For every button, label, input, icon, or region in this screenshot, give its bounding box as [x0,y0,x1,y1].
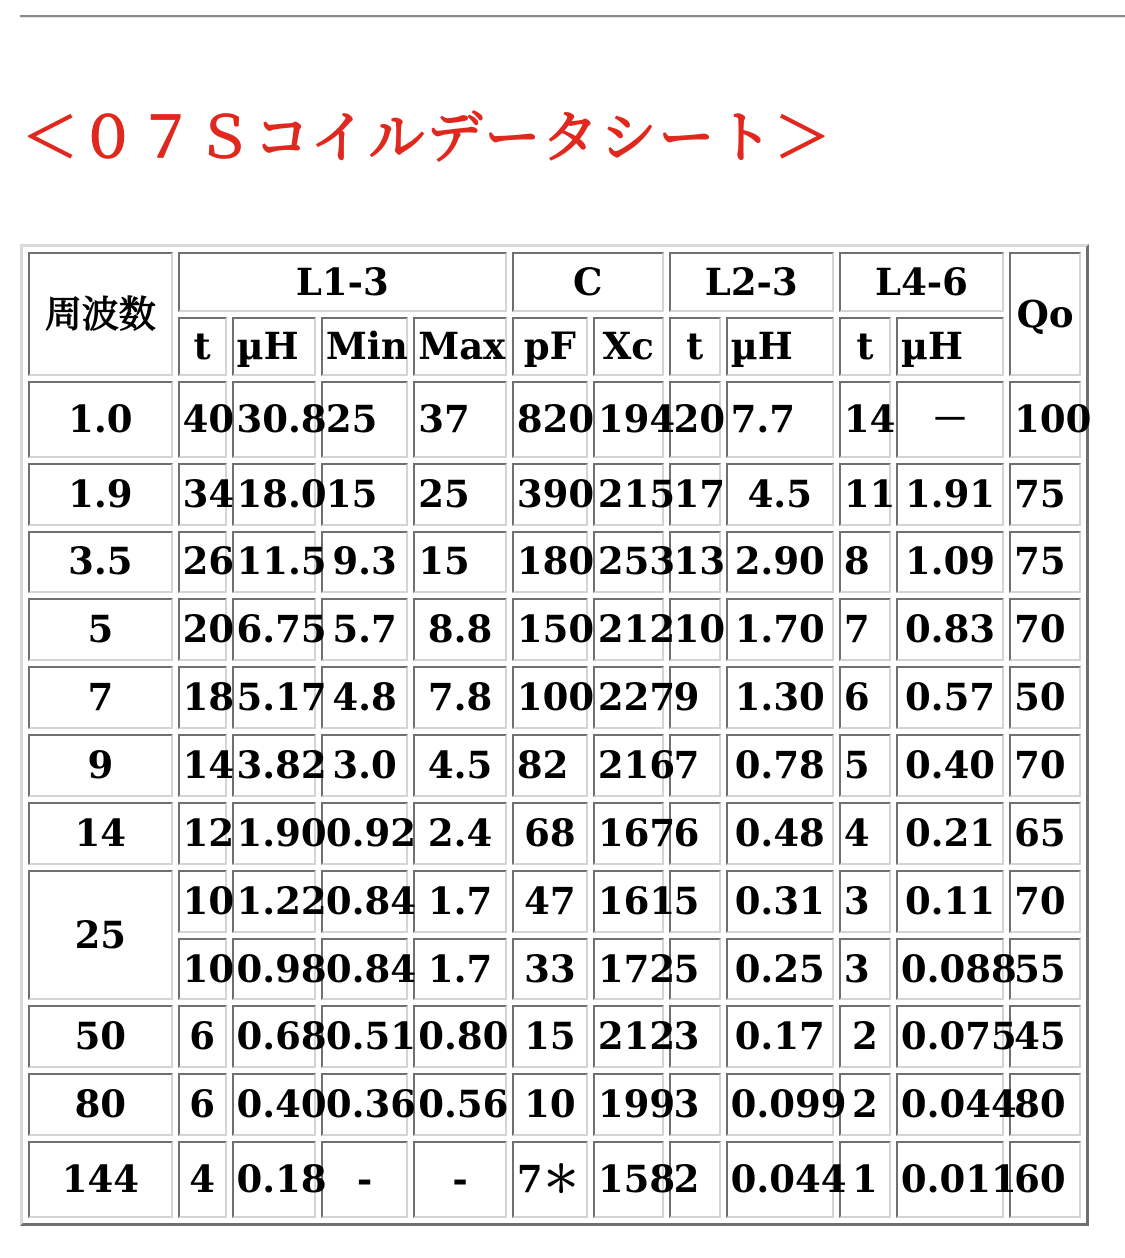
cell-l1-3-min: 0.84 [321,870,408,933]
cell-c-pf: 100 [512,666,588,729]
cell-c-pf: 15 [512,1005,588,1068]
header-c: C [512,252,664,312]
cell-l4-6-uh: 0.075 [896,1005,1004,1068]
cell-l1-3-uh: 30.8 [232,381,316,458]
cell-l1-3-min: 0.92 [321,802,408,865]
cell-frequency: 3.5 [28,531,173,594]
cell-l4-6-turns: 4 [839,802,891,865]
cell-frequency: 14 [28,802,173,865]
cell-l2-3-turns: 7 [669,734,721,797]
cell-c-pf: 150 [512,598,588,661]
cell-l1-3-turns: 20 [178,598,227,661]
cell-l1-3-uh: 1.90 [232,802,316,865]
cell-c-xc: 161 [593,870,664,933]
table-row [28,463,1081,526]
cell-l1-3-max: 1.7 [413,870,507,933]
cell-c-pf: 47 [512,870,588,933]
cell-l2-3-uh: 0.044 [726,1141,834,1218]
cell-l1-3-max: 1.7 [413,938,507,1001]
cell-qo: 70 [1009,734,1081,797]
cell-l1-3-max: 0.80 [413,1005,507,1068]
cell-c-pf: 180 [512,531,588,594]
table-row [28,1073,1081,1136]
table-row [28,381,1081,458]
cell-l2-3-uh: 0.25 [726,938,834,1001]
cell-l2-3-uh: 0.17 [726,1005,834,1068]
cell-l1-3-max: 15 [413,531,507,594]
cell-frequency: 144 [28,1141,173,1218]
table-row [28,666,1081,729]
cell-l1-3-min: 25 [321,381,408,458]
cell-l4-6-turns: 5 [839,734,891,797]
cell-l2-3-turns: 2 [669,1141,721,1218]
cell-l1-3-uh: 0.98 [232,938,316,1001]
cell-l2-3-turns: 6 [669,802,721,865]
cell-frequency: 1.9 [28,463,173,526]
cell-l4-6-turns: 6 [839,666,891,729]
cell-qo: 80 [1009,1073,1081,1136]
header-c-xc: Xc [593,317,664,376]
cell-l1-3-min: 3.0 [321,734,408,797]
cell-l2-3-turns: 3 [669,1005,721,1068]
cell-l1-3-min: 9.3 [321,531,408,594]
cell-qo: 70 [1009,870,1081,933]
header-row-groups [28,252,1081,312]
header-l1-3: L1-3 [178,252,507,312]
table-row [28,1141,1081,1218]
cell-l2-3-uh: 1.30 [726,666,834,729]
header-l1-3-uh: µH [232,317,316,376]
table-row [28,870,1081,933]
cell-l4-6-uh: 0.57 [896,666,1004,729]
cell-c-xc: 212 [593,1005,664,1068]
cell-l4-6-turns: 1 [839,1141,891,1218]
cell-c-pf: 820 [512,381,588,458]
cell-c-pf: 68 [512,802,588,865]
cell-l2-3-turns: 13 [669,531,721,594]
cell-l1-3-min: 0.36 [321,1073,408,1136]
header-l2-3: L2-3 [669,252,834,312]
header-l1-3-turns: t [178,317,227,376]
cell-l1-3-turns: 6 [178,1073,227,1136]
cell-frequency: 25 [28,870,173,1001]
cell-l1-3-turns: 12 [178,802,227,865]
table-row [28,938,1081,1001]
cell-l4-6-turns: 7 [839,598,891,661]
cell-l2-3-uh: 0.78 [726,734,834,797]
cell-l1-3-min: 0.84 [321,938,408,1001]
cell-l1-3-turns: 10 [178,938,227,1001]
cell-l1-3-uh: 5.17 [232,666,316,729]
cell-qo: 50 [1009,666,1081,729]
cell-frequency: 7 [28,666,173,729]
cell-l1-3-uh: 0.40 [232,1073,316,1136]
cell-c-xc: 215 [593,463,664,526]
cell-l1-3-turns: 34 [178,463,227,526]
cell-l1-3-uh: 3.82 [232,734,316,797]
cell-l4-6-uh: 0.011 [896,1141,1004,1218]
cell-qo: 75 [1009,531,1081,594]
cell-l2-3-uh: 0.099 [726,1073,834,1136]
cell-l1-3-max: 7.8 [413,666,507,729]
header-qo: Qo [1009,252,1081,376]
header-frequency: 周波数 [28,252,173,376]
cell-l4-6-uh: 1.09 [896,531,1004,594]
cell-l1-3-min: 0.51 [321,1005,408,1068]
cell-c-xc: 172 [593,938,664,1001]
cell-l1-3-turns: 6 [178,1005,227,1068]
cell-l4-6-uh: － [896,381,1004,458]
cell-l1-3-max: 25 [413,463,507,526]
cell-l4-6-turns: 8 [839,531,891,594]
cell-l1-3-uh: 6.75 [232,598,316,661]
cell-l2-3-turns: 17 [669,463,721,526]
table-row [28,734,1081,797]
cell-l2-3-uh: 7.7 [726,381,834,458]
table-row [28,598,1081,661]
cell-frequency: 5 [28,598,173,661]
cell-c-xc: 212 [593,598,664,661]
cell-frequency: 50 [28,1005,173,1068]
table-row [28,1005,1081,1068]
cell-l4-6-turns: 2 [839,1073,891,1136]
cell-l2-3-turns: 3 [669,1073,721,1136]
cell-c-xc: 227 [593,666,664,729]
cell-l1-3-uh: 0.68 [232,1005,316,1068]
cell-c-pf: 82 [512,734,588,797]
cell-l4-6-turns: 3 [839,938,891,1001]
header-l1-3-max: Max [413,317,507,376]
cell-l2-3-turns: 9 [669,666,721,729]
cell-l4-6-uh: 1.91 [896,463,1004,526]
cell-l2-3-uh: 0.48 [726,802,834,865]
cell-l4-6-uh: 0.21 [896,802,1004,865]
cell-l1-3-uh: 11.5 [232,531,316,594]
cell-l1-3-min: - [321,1141,408,1218]
cell-l2-3-uh: 1.70 [726,598,834,661]
cell-frequency: 1.0 [28,381,173,458]
cell-qo: 55 [1009,938,1081,1001]
cell-qo: 60 [1009,1141,1081,1218]
cell-frequency: 9 [28,734,173,797]
cell-l2-3-turns: 5 [669,870,721,933]
header-l1-3-min: Min [321,317,408,376]
header-c-pf: pF [512,317,588,376]
cell-l2-3-uh: 2.90 [726,531,834,594]
header-l4-6-uh: µH [896,317,1004,376]
cell-l2-3-uh: 0.31 [726,870,834,933]
cell-l1-3-max: 8.8 [413,598,507,661]
cell-c-pf: 33 [512,938,588,1001]
cell-l4-6-turns: 14 [839,381,891,458]
cell-c-xc: 194 [593,381,664,458]
header-l4-6-turns: t [839,317,891,376]
cell-l1-3-min: 5.7 [321,598,408,661]
cell-l1-3-max: - [413,1141,507,1218]
cell-qo: 70 [1009,598,1081,661]
cell-l1-3-turns: 14 [178,734,227,797]
cell-l4-6-turns: 2 [839,1005,891,1068]
cell-l1-3-uh: 18.0 [232,463,316,526]
cell-l4-6-uh: 0.40 [896,734,1004,797]
cell-l4-6-uh: 0.83 [896,598,1004,661]
cell-l1-3-turns: 10 [178,870,227,933]
cell-l1-3-turns: 26 [178,531,227,594]
cell-l4-6-turns: 11 [839,463,891,526]
cell-l2-3-turns: 20 [669,381,721,458]
header-l4-6: L4-6 [839,252,1004,312]
cell-c-xc: 158 [593,1141,664,1218]
table-row [28,531,1081,594]
cell-l1-3-max: 4.5 [413,734,507,797]
horizontal-rule [20,15,1125,18]
cell-c-xc: 167 [593,802,664,865]
cell-c-pf: 7＊ [512,1141,588,1218]
header-l2-3-uh: µH [726,317,834,376]
cell-c-pf: 10 [512,1073,588,1136]
cell-l4-6-uh: 0.11 [896,870,1004,933]
cell-l1-3-max: 0.56 [413,1073,507,1136]
cell-qo: 100 [1009,381,1081,458]
cell-c-xc: 199 [593,1073,664,1136]
cell-l2-3-turns: 5 [669,938,721,1001]
cell-l4-6-turns: 3 [839,870,891,933]
header-row-units [28,317,1081,376]
cell-l1-3-max: 2.4 [413,802,507,865]
cell-l1-3-uh: 1.22 [232,870,316,933]
cell-frequency: 80 [28,1073,173,1136]
cell-qo: 65 [1009,802,1081,865]
cell-l1-3-turns: 18 [178,666,227,729]
page-title: ＜０７Ｓコイルデータシート＞ [22,105,833,171]
cell-l1-3-turns: 40 [178,381,227,458]
cell-l1-3-min: 15 [321,463,408,526]
cell-qo: 75 [1009,463,1081,526]
cell-c-xc: 216 [593,734,664,797]
cell-l1-3-max: 37 [413,381,507,458]
cell-c-xc: 253 [593,531,664,594]
coil-data-table [20,244,1092,1226]
cell-l1-3-uh: 0.18 [232,1141,316,1218]
cell-l4-6-uh: 0.088 [896,938,1004,1001]
header-l2-3-turns: t [669,317,721,376]
cell-c-pf: 390 [512,463,588,526]
table-row [28,802,1081,865]
cell-l2-3-uh: 4.5 [726,463,834,526]
cell-l1-3-turns: 4 [178,1141,227,1218]
cell-l1-3-min: 4.8 [321,666,408,729]
cell-l4-6-uh: 0.044 [896,1073,1004,1136]
cell-l2-3-turns: 10 [669,598,721,661]
cell-qo: 45 [1009,1005,1081,1068]
